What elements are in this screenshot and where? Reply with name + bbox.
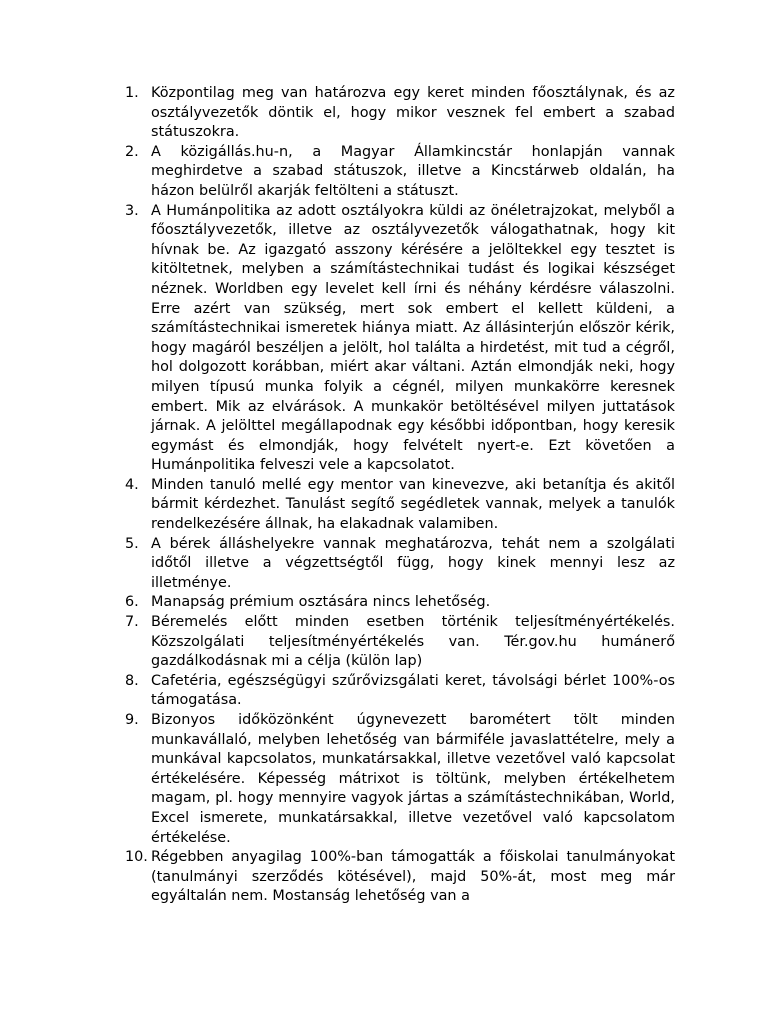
- list-item: [125, 848, 675, 907]
- list-item: [125, 535, 675, 594]
- list-item-text: A Humánpolitika az adott osztályokra küldi az önéletrajzokat, melyből a főosztályvezetők, illetve az osztályvezetők válogathatnak, hogy kit hívnak be. Az igazgató asszony kérésére a jelöltekkel egy tesztet is kitöltetnek, melyben a számítástechnikai tudást és logikai készséget néznek. Worldben egy levelet kell írni és néhány kérdésre válaszolni. Erre azért van szükség, mert sok embert el kellett küldeni, a számítástechnikai ismeretek hiánya miatt. Az állásinterjún először kérik, hogy magáról beszéljen a jelölt, hol találta a hirdetést, mit tud a cégről, hol dolgozott korábban, miért akar váltani. Aztán elmondják neki, hogy milyen típusú munka folyik a cégnél, milyen munkakörre keresnek embert. Mik az elvárások. A munkakör betöltésével milyen juttatások járnak. A jelölttel megállapodnak egy későbbi időpontban, hogy keresik egymást és elmondják, hogy felvételt nyert-e. Ezt követően a Humánpolitika felveszi vele a kapcsolatot.: [151, 202, 675, 474]
- list-item-text: A közigállás.hu-n, a Magyar Államkincstár honlapján vannak meghirdetve a szabad státuszok, illetve a Kincstárweb oldalán, ha házon belülről akarják feltölteni a státuszt.: [151, 143, 675, 199]
- list-item-number: 2.: [125, 143, 139, 160]
- list-item: [125, 711, 675, 848]
- list-item-number: 1.: [125, 85, 139, 101]
- list-item: [125, 613, 675, 672]
- list-item-text: Manapság prémium osztására nincs lehetőség.: [151, 594, 491, 611]
- list-item-text: Béremelés előtt minden esetben történik teljesítményértékelés. Közszolgálati teljesítményértékelés van. Tér.gov.hu humánerő gazdálkodásnak mi a célja (külön lap): [151, 614, 675, 670]
- numbered-list: [125, 84, 675, 907]
- list-item-text: Bizonyos időközönként úgynevezett barométert tölt minden munkavállaló, melyben lehetőség van bármiféle javaslattételre, mely a munkával kapcsolatos, munkatársakkal, illetve vezetővel való kapcsolat értékelésére. Képesség mátrixot is töltünk, melyben értékelhetem magam, pl. hogy mennyire vagyok jártas a számítástechnikában, World, Excel ismerete, munkatársakkal, illetve vezetővel való kapcsolatom értékelése.: [151, 712, 675, 846]
- list-item-number: 10.: [125, 849, 148, 866]
- list-item-number: 7.: [125, 614, 139, 631]
- list-item-text: Minden tanuló mellé egy mentor van kinevezve, aki betanítja és akitől bármit kérdezhet. Tanulást segítő segédletek vannak, melyek a tanulók rendelkezésére állnak, ha elakadnak valamiben.: [151, 476, 675, 533]
- list-item-text: A bérek álláshelyekre vannak meghatározva, tehát nem a szolgálati időtől illetve a végzettségtől függ, hogy kinek mennyi lesz az illetménye.: [151, 535, 675, 591]
- list-item: [125, 593, 675, 613]
- list-item-number: 6.: [125, 594, 139, 611]
- list-item: [125, 672, 675, 711]
- list-item-text: Központilag meg van határozva egy keret minden főosztálynak, és az osztályvezetők döntik el, hogy mikor vesznek fel embert a szabad státuszokra.: [151, 85, 675, 141]
- list-item: [125, 476, 675, 535]
- list-item-text: Cafetéria, egészségügyi szűrővizsgálati keret, távolsági bérlet 100%-os támogatása.: [151, 672, 675, 709]
- list-item-number: 3.: [125, 202, 139, 219]
- list-item-number: 9.: [125, 712, 139, 728]
- list-item-text: Régebben anyagilag 100%-ban támogatták a főiskolai tanulmányokat (tanulmányi szerződés kötésével), majd 50%-át, most meg már egyáltalán nem. Mostanság lehetőség van a: [151, 849, 675, 905]
- list-item: [125, 143, 675, 202]
- list-item-number: 5.: [125, 535, 139, 552]
- list-item: [125, 202, 675, 476]
- list-item-number: 8.: [125, 672, 139, 689]
- list-item-number: 4.: [125, 476, 139, 493]
- list-item: [125, 84, 675, 143]
